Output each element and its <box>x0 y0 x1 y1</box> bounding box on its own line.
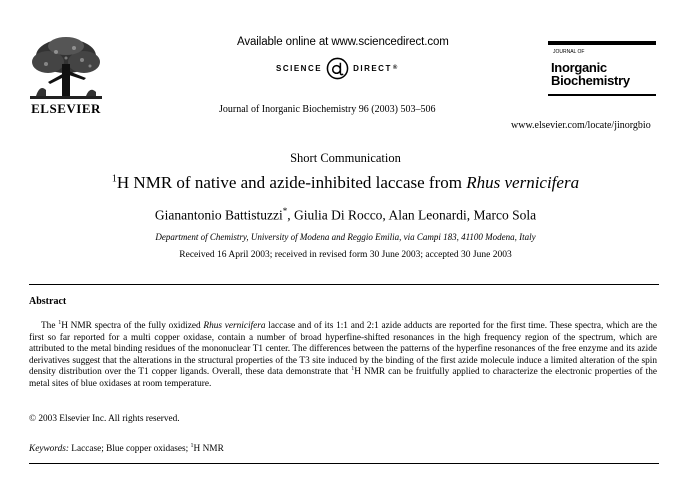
abstract-sup1: 1 <box>58 319 62 326</box>
author-rest: , Giulia Di Rocco, Alan Leonardi, Marco Sola <box>287 207 537 223</box>
divider-bottom <box>29 463 659 464</box>
sciencedirect-mark: ® <box>392 65 399 71</box>
divider-top <box>29 284 659 285</box>
sciencedirect-right-text: DIRECT <box>353 63 392 73</box>
journal-logo-small-text: JOURNAL OF <box>553 49 585 55</box>
title-species: Rhus vernicifera <box>466 173 580 192</box>
author-first: Gianantonio Battistuzzi <box>154 207 283 223</box>
abstract-t3: laccase and of its 1:1 and 2:1 azide adducts are reported for the first time. These spectra, which are the first so far reported for a multi copper oxidase, contain a number of broad hyperfine-shifted resonances in the high frequency region of the spectrum, which are attributed to the metal binding residues of the mononuclear T1 center. The differences between the patterns of the hyperfine resonances of the free enzyme and its azide derivatives suggest that the alterations in the structural properties of the T3 site induced by the binding of the first azide molecule induce a limited alteration of the spin density distribution over the T1 copper ligands. Overall, these data demonstrate that <box>29 321 657 378</box>
keywords-label: Keywords: <box>29 444 69 455</box>
copyright: © 2003 Elsevier Inc. All rights reserved. <box>29 414 180 424</box>
abstract-sup2: 1 <box>351 366 355 373</box>
journal-url-link[interactable]: www.elsevier.com/locate/jinorgbio <box>511 120 651 131</box>
journal-logo-bottom-rule <box>548 94 656 96</box>
abstract-t2: H NMR spectra of the fully oxidized <box>61 321 204 331</box>
abstract-t1: The <box>41 321 59 331</box>
abstract-heading: Abstract <box>29 296 67 307</box>
keywords-sup: 1 <box>190 443 194 449</box>
section-label: Short Communication <box>290 151 401 165</box>
available-online-text: Available online at www.sciencedirect.com <box>237 36 449 48</box>
abstract-t4: H NMR can be fruitfully applied to characterize the electronic properties of the metal sites of blue oxidases at room temperature. <box>29 367 657 389</box>
keywords <box>29 443 224 454</box>
journal-logo-inorganic: Inorganic <box>551 60 607 75</box>
article-title <box>0 173 691 193</box>
journal-reference: Journal of Inorganic Biochemistry 96 (2003) 503–506 <box>219 104 436 115</box>
keywords-text: Laccase; Blue copper oxidases; <box>68 444 191 455</box>
publisher-name: ELSEVIER <box>31 101 101 116</box>
sciencedirect-logo <box>276 55 399 81</box>
journal-logo-top-rule <box>548 41 656 45</box>
title-main: H NMR of native and azide-inhibited laccase from <box>116 173 467 192</box>
author-list <box>0 206 691 224</box>
affiliation: Department of Chemistry, University of Modena and Reggio Emilia, via Campi 183, 41100 Modena, Italy <box>155 232 536 242</box>
sciencedirect-left-text: SCIENCE <box>276 63 323 73</box>
keywords-last: H NMR <box>193 444 224 455</box>
journal-logo-biochemistry: Biochemistry <box>551 73 630 88</box>
corresponding-author-mark[interactable]: * <box>282 206 288 216</box>
sciencedirect-at-icon <box>326 57 349 80</box>
abstract-species: Rhus vernicifera <box>203 321 266 331</box>
received-dates: Received 16 April 2003; received in revised form 30 June 2003; accepted 30 June 2003 <box>179 250 512 260</box>
abstract-body <box>29 321 657 391</box>
title-superscript: 1 <box>111 173 117 185</box>
